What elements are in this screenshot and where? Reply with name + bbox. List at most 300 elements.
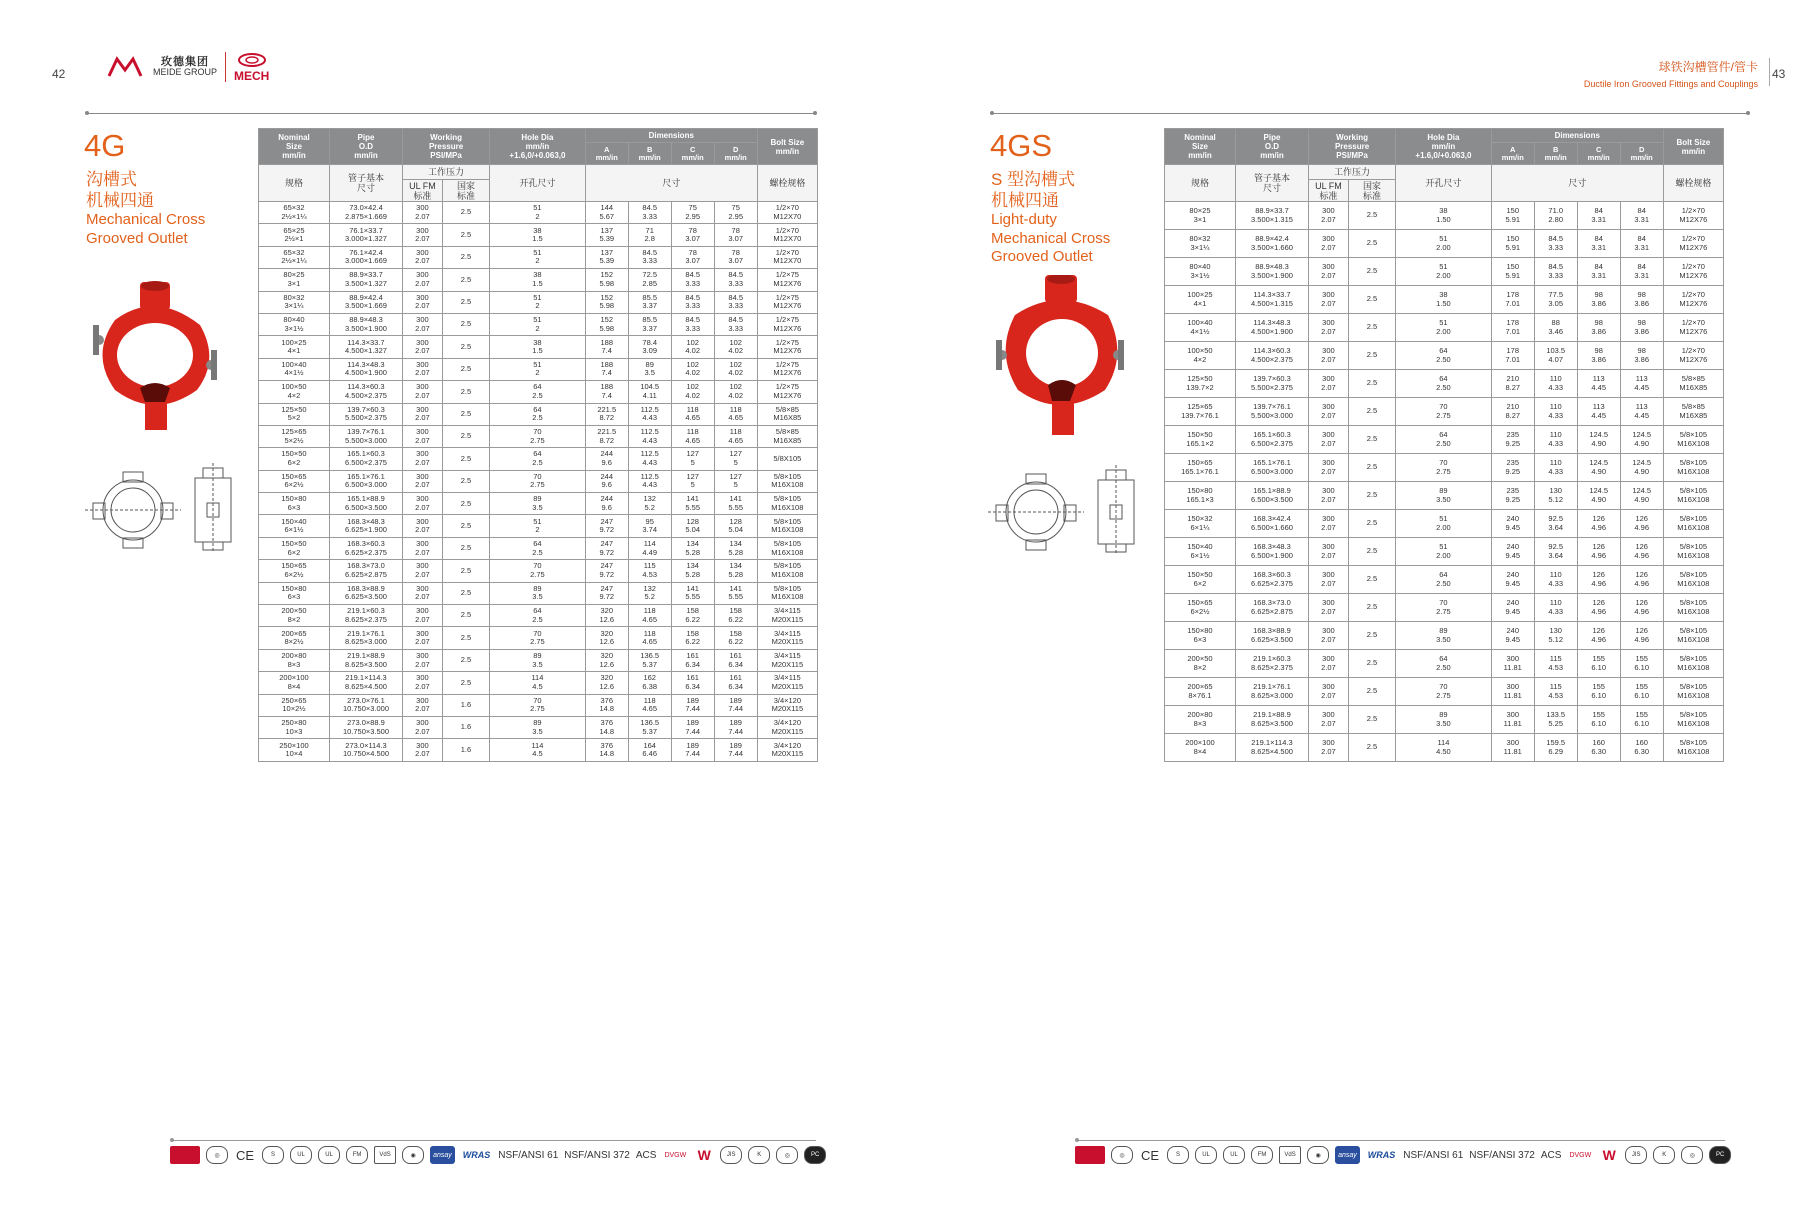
page-number: 43 <box>1772 67 1786 81</box>
cell-dim-a: 240 9.45 <box>1491 510 1534 538</box>
cell-bolt-size: 5/8×85 M16X85 <box>1663 398 1723 426</box>
cell-dim-a: 376 14.8 <box>585 694 628 716</box>
table-row <box>259 269 818 291</box>
cell-gb: 2.5 <box>442 336 489 358</box>
cell-size: 125×65 5×2½ <box>259 425 330 447</box>
cert-iso-icon: ◎ <box>1111 1146 1133 1164</box>
th-cn-gb: 国家 标准 <box>1348 180 1395 202</box>
cell-dim-d: 127 5 <box>714 448 757 470</box>
cell-size: 80×40 3×1½ <box>259 313 330 335</box>
cell-dim-a: 376 14.8 <box>585 716 628 738</box>
th-cn-pressure: 工作压力 <box>1309 165 1396 180</box>
th-cn-dim: 尺寸 <box>1491 165 1663 202</box>
cell-dim-b: 164 6.46 <box>628 739 671 761</box>
cell-bolt-size: 1/2×70 M12X76 <box>1663 314 1723 342</box>
cell-size: 150×80 6×3 <box>259 582 330 604</box>
cell-size: 200×50 8×2 <box>259 605 330 627</box>
cell-dim-c: 126 4.96 <box>1577 622 1620 650</box>
cell-dim-d: 124.5 4.90 <box>1620 426 1663 454</box>
cell-hole-dia: 51 2 <box>490 202 586 224</box>
cell-gb: 2.5 <box>1348 286 1395 314</box>
cell-pipe-od: 165.1×88.9 6.500×3.500 <box>329 493 402 515</box>
cell-ul-fm: 300 2.07 <box>1309 426 1349 454</box>
cert-pc-icon: PC <box>804 1146 826 1164</box>
cell-dim-c: 126 4.96 <box>1577 566 1620 594</box>
mech-text: MECH <box>234 69 270 83</box>
cell-size: 80×40 3×1½ <box>1165 258 1236 286</box>
product-code: 4GS <box>990 128 1053 163</box>
cell-bolt-size: 5/8×85 M16X85 <box>757 403 817 425</box>
cell-ul-fm: 300 2.07 <box>1309 706 1349 734</box>
cell-gb: 2.5 <box>1348 370 1395 398</box>
cell-pipe-od: 88.9×33.7 3.500×1.327 <box>329 269 402 291</box>
cell-gb: 1.6 <box>442 716 489 738</box>
cell-dim-c: 126 4.96 <box>1577 510 1620 538</box>
th-cn-gb: 国家 标准 <box>442 180 489 202</box>
cell-dim-b: 130 5.12 <box>1534 482 1577 510</box>
cell-pipe-od: 139.7×76.1 5.500×3.000 <box>329 425 402 447</box>
cell-dim-b: 159.5 6.29 <box>1534 734 1577 762</box>
desc-cn2: 机械四通 <box>86 190 154 210</box>
cell-dim-c: 124.5 4.90 <box>1577 454 1620 482</box>
cell-dim-a: 235 9.25 <box>1491 426 1534 454</box>
cell-dim-d: 118 4.65 <box>714 403 757 425</box>
cell-dim-c: 78 3.07 <box>671 246 714 268</box>
cell-bolt-size: 5/8×105 M16X108 <box>1663 538 1723 566</box>
cell-dim-a: 178 7.01 <box>1491 342 1534 370</box>
cell-dim-b: 84.5 3.33 <box>628 202 671 224</box>
table-row <box>1165 230 1724 258</box>
cell-dim-d: 102 4.02 <box>714 336 757 358</box>
th-hole: Hole Dia mm/in +1.6,0/+0.063,0 <box>490 129 586 165</box>
cell-hole-dia: 51 2 <box>490 515 586 537</box>
table-row <box>259 291 818 313</box>
cell-size: 150×65 6×2½ <box>259 560 330 582</box>
cell-dim-c: 155 6.10 <box>1577 706 1620 734</box>
th-cn-bolt: 螺栓规格 <box>757 165 817 202</box>
cell-pipe-od: 88.9×33.7 3.500×1.315 <box>1235 202 1308 230</box>
cert-cn-icon <box>170 1146 200 1164</box>
cell-gb: 2.5 <box>442 202 489 224</box>
cert-ul-listed-icon: UL <box>1223 1146 1245 1164</box>
table-row <box>1165 622 1724 650</box>
cell-ul-fm: 300 2.07 <box>403 425 443 447</box>
cell-dim-c: 158 6.22 <box>671 605 714 627</box>
cell-hole-dia: 38 1.5 <box>490 336 586 358</box>
cell-dim-c: 78 3.07 <box>671 224 714 246</box>
cell-gb: 2.5 <box>1348 510 1395 538</box>
cell-ul-fm: 300 2.07 <box>403 224 443 246</box>
cell-dim-b: 84.5 3.33 <box>1534 258 1577 286</box>
table-row <box>1165 202 1724 230</box>
table-row <box>259 649 818 671</box>
cell-dim-d: 127 5 <box>714 470 757 492</box>
cell-dim-c: 75 2.95 <box>671 202 714 224</box>
cert-seal-icon: ◉ <box>1307 1146 1329 1164</box>
cert-fm-icon: FM <box>346 1146 368 1164</box>
cell-size: 150×40 6×1½ <box>1165 538 1236 566</box>
th-dim-a: A mm/in <box>585 143 628 165</box>
cell-dim-c: 84.5 3.33 <box>671 313 714 335</box>
cell-ul-fm: 300 2.07 <box>1309 258 1349 286</box>
cell-size: 65×32 2½×1¼ <box>259 246 330 268</box>
cell-size: 65×25 2½×1 <box>259 224 330 246</box>
product-code: 4G <box>84 128 126 163</box>
cell-ul-fm: 300 2.07 <box>1309 594 1349 622</box>
cell-gb: 2.5 <box>1348 594 1395 622</box>
cell-bolt-size: 1/2×75 M12X76 <box>757 269 817 291</box>
cell-bolt-size: 5/8×105 M16X108 <box>1663 454 1723 482</box>
table-row <box>259 515 818 537</box>
cell-gb: 1.6 <box>442 739 489 761</box>
cell-dim-c: 102 4.02 <box>671 381 714 403</box>
product-photo-4gs <box>990 275 1130 440</box>
meide-logo-icon <box>105 56 145 78</box>
cell-pipe-od: 168.3×60.3 6.625×2.375 <box>1235 566 1308 594</box>
cell-dim-b: 118 4.65 <box>628 605 671 627</box>
cell-dim-a: 247 9.72 <box>585 537 628 559</box>
th-dimensions: Dimensions <box>1491 129 1663 143</box>
cell-size: 200×65 8×76.1 <box>1165 678 1236 706</box>
cell-dim-a: 210 8.27 <box>1491 398 1534 426</box>
table-row <box>1165 426 1724 454</box>
cell-dim-c: 118 4.65 <box>671 403 714 425</box>
cell-pipe-od: 219.1×76.1 8.625×3.000 <box>1235 678 1308 706</box>
cell-dim-a: 137 5.39 <box>585 246 628 268</box>
cert-round-icon: ◎ <box>1681 1146 1703 1164</box>
table-row <box>259 470 818 492</box>
cell-ul-fm: 300 2.07 <box>403 537 443 559</box>
cell-bolt-size: 1/2×70 M12X76 <box>1663 258 1723 286</box>
cell-size: 150×80 6×3 <box>1165 622 1236 650</box>
table-row <box>1165 510 1724 538</box>
cell-gb: 2.5 <box>442 381 489 403</box>
table-row <box>1165 482 1724 510</box>
desc-cn2: 机械四通 <box>991 190 1059 210</box>
cell-hole-dia: 70 2.75 <box>490 470 586 492</box>
table-row <box>1165 258 1724 286</box>
cell-ul-fm: 300 2.07 <box>403 246 443 268</box>
cell-dim-b: 115 4.53 <box>628 560 671 582</box>
cell-bolt-size: 3/4×115 M20X115 <box>757 672 817 694</box>
cell-pipe-od: 165.1×60.3 6.500×2.375 <box>1235 426 1308 454</box>
cert-wras-icon: WRAS <box>462 1150 491 1160</box>
cell-size: 250×100 10×4 <box>259 739 330 761</box>
table-row <box>259 739 818 761</box>
cell-pipe-od: 219.1×60.3 8.625×2.375 <box>329 605 402 627</box>
cert-ce-icon: CE <box>1141 1147 1160 1163</box>
cert-jis-icon: JIS <box>720 1146 742 1164</box>
th-working: Working Pressure PSI/MPa <box>403 129 490 165</box>
product-description <box>991 170 1110 266</box>
cell-hole-dia: 70 2.75 <box>1396 454 1492 482</box>
cell-pipe-od: 114.3×48.3 4.500×1.900 <box>329 358 402 380</box>
cell-pipe-od: 114.3×33.7 4.500×1.327 <box>329 336 402 358</box>
cell-gb: 1.6 <box>442 694 489 716</box>
cell-bolt-size: 5/8×105 M16X108 <box>1663 566 1723 594</box>
section-header <box>1584 58 1758 89</box>
cell-dim-a: 150 5.91 <box>1491 258 1534 286</box>
cell-gb: 2.5 <box>442 448 489 470</box>
cell-pipe-od: 165.1×76.1 6.500×3.000 <box>1235 454 1308 482</box>
th-cn-size: 规格 <box>1165 165 1236 202</box>
cert-nsf61: NSF/ANSI 61 <box>1403 1149 1464 1161</box>
cell-dim-d: 84 3.31 <box>1620 258 1663 286</box>
table-row <box>1165 314 1724 342</box>
cell-dim-d: 78 3.07 <box>714 246 757 268</box>
cell-bolt-size: 5/8×105 M16X108 <box>757 470 817 492</box>
cell-pipe-od: 76.1×33.7 3.000×1.327 <box>329 224 402 246</box>
logo-cn: 玫德集团 <box>161 56 209 68</box>
cell-pipe-od: 165.1×76.1 6.500×3.000 <box>329 470 402 492</box>
cell-bolt-size: 3/4×120 M20X115 <box>757 694 817 716</box>
th-nominal: Nominal Size mm/in <box>259 129 330 165</box>
cert-ansay-icon: ansay <box>430 1146 455 1164</box>
cell-ul-fm: 300 2.07 <box>1309 342 1349 370</box>
cell-bolt-size: 5/8×105 M16X108 <box>1663 622 1723 650</box>
th-cn-pipe: 管子基本 尺寸 <box>329 165 402 202</box>
cell-dim-d: 84 3.31 <box>1620 202 1663 230</box>
cell-dim-c: 84.5 3.33 <box>671 291 714 313</box>
cell-bolt-size: 5/8×105 M16X108 <box>1663 510 1723 538</box>
cell-hole-dia: 64 2.5 <box>490 537 586 559</box>
cell-bolt-size: 1/2×75 M12X76 <box>757 336 817 358</box>
th-dim-c: C mm/in <box>1577 143 1620 165</box>
cell-pipe-od: 139.7×60.3 5.500×2.375 <box>329 403 402 425</box>
cell-hole-dia: 64 2.50 <box>1396 426 1492 454</box>
th-cn-hole: 开孔尺寸 <box>490 165 586 202</box>
cell-ul-fm: 300 2.07 <box>1309 314 1349 342</box>
cell-dim-a: 244 9.6 <box>585 493 628 515</box>
cell-dim-d: 98 3.86 <box>1620 342 1663 370</box>
cell-hole-dia: 51 2 <box>490 358 586 380</box>
cell-dim-c: 161 6.34 <box>671 672 714 694</box>
cell-gb: 2.5 <box>442 246 489 268</box>
cell-hole-dia: 64 2.50 <box>1396 370 1492 398</box>
cell-size: 200×100 8×4 <box>259 672 330 694</box>
cell-hole-dia: 64 2.5 <box>490 448 586 470</box>
cell-dim-b: 162 6.38 <box>628 672 671 694</box>
cell-gb: 2.5 <box>442 649 489 671</box>
cell-gb: 2.5 <box>442 425 489 447</box>
cell-dim-b: 114 4.49 <box>628 537 671 559</box>
cell-dim-c: 84 3.31 <box>1577 202 1620 230</box>
cell-bolt-size: 1/2×75 M12X76 <box>757 381 817 403</box>
cell-dim-d: 98 3.86 <box>1620 286 1663 314</box>
cell-dim-d: 84.5 3.33 <box>714 269 757 291</box>
th-cn-ul: UL FM 标准 <box>1309 180 1349 202</box>
cell-ul-fm: 300 2.07 <box>1309 538 1349 566</box>
cell-bolt-size: 1/2×75 M12X76 <box>757 358 817 380</box>
cell-hole-dia: 89 3.5 <box>490 582 586 604</box>
cell-dim-a: 152 5.98 <box>585 269 628 291</box>
cell-hole-dia: 38 1.50 <box>1396 202 1492 230</box>
cell-dim-c: 189 7.44 <box>671 739 714 761</box>
table-row <box>259 313 818 335</box>
cell-pipe-od: 165.1×60.3 6.500×2.375 <box>329 448 402 470</box>
cell-dim-d: 160 6.30 <box>1620 734 1663 762</box>
cell-dim-a: 240 9.45 <box>1491 622 1534 650</box>
cell-pipe-od: 88.9×48.3 3.500×1.900 <box>1235 258 1308 286</box>
th-dim-d: D mm/in <box>714 143 757 165</box>
cell-dim-c: 84 3.31 <box>1577 230 1620 258</box>
cell-dim-d: 155 6.10 <box>1620 650 1663 678</box>
cell-dim-d: 155 6.10 <box>1620 706 1663 734</box>
table-row <box>1165 594 1724 622</box>
table-row <box>259 403 818 425</box>
cell-size: 150×65 165.1×76.1 <box>1165 454 1236 482</box>
cell-dim-a: 240 9.45 <box>1491 566 1534 594</box>
cell-ul-fm: 300 2.07 <box>403 470 443 492</box>
cert-nsf61: NSF/ANSI 61 <box>498 1149 559 1161</box>
table-row <box>259 716 818 738</box>
cert-pc-icon: PC <box>1709 1146 1731 1164</box>
cell-dim-b: 78.4 3.09 <box>628 336 671 358</box>
cell-gb: 2.5 <box>1348 482 1395 510</box>
cell-size: 150×50 6×2 <box>1165 566 1236 594</box>
cell-pipe-od: 168.3×88.9 6.625×3.500 <box>1235 622 1308 650</box>
cert-seal-icon: ◉ <box>402 1146 424 1164</box>
cell-dim-c: 84.5 3.33 <box>671 269 714 291</box>
cell-pipe-od: 114.3×60.3 4.500×2.375 <box>1235 342 1308 370</box>
th-hole: Hole Dia mm/in +1.6,0/+0.063,0 <box>1396 129 1492 165</box>
cell-size: 100×25 4×1 <box>1165 286 1236 314</box>
cell-dim-a: 221.5 8.72 <box>585 403 628 425</box>
cell-pipe-od: 273.0×114.3 10.750×4.500 <box>329 739 402 761</box>
brand-logo <box>105 52 269 82</box>
cell-bolt-size: 5/8×85 M16X85 <box>757 425 817 447</box>
table-row <box>1165 286 1724 314</box>
cell-ul-fm: 300 2.07 <box>1309 370 1349 398</box>
th-cn-hole: 开孔尺寸 <box>1396 165 1492 202</box>
cell-dim-a: 300 11.81 <box>1491 734 1534 762</box>
cell-dim-b: 112.5 4.43 <box>628 425 671 447</box>
cell-hole-dia: 70 2.75 <box>490 560 586 582</box>
technical-drawing-4gs <box>988 460 1153 555</box>
cell-size: 65×32 2½×1¼ <box>259 202 330 224</box>
cert-ul-listed-icon: UL <box>318 1146 340 1164</box>
cell-dim-d: 126 4.96 <box>1620 622 1663 650</box>
desc-en1: Light-duty <box>991 211 1057 229</box>
cell-dim-c: 127 5 <box>671 448 714 470</box>
cell-dim-c: 98 3.86 <box>1577 286 1620 314</box>
cell-hole-dia: 51 2.00 <box>1396 538 1492 566</box>
cell-ul-fm: 300 2.07 <box>1309 230 1349 258</box>
cell-gb: 2.5 <box>1348 426 1395 454</box>
desc-en3: Grooved Outlet <box>991 248 1093 266</box>
page-number: 42 <box>52 67 66 81</box>
cell-dim-b: 95 3.74 <box>628 515 671 537</box>
cert-fm-icon: FM <box>1251 1146 1273 1164</box>
cell-ul-fm: 300 2.07 <box>1309 650 1349 678</box>
cell-size: 200×80 8×3 <box>259 649 330 671</box>
cell-gb: 2.5 <box>442 582 489 604</box>
th-nominal: Nominal Size mm/in <box>1165 129 1236 165</box>
cell-ul-fm: 300 2.07 <box>403 739 443 761</box>
cell-dim-b: 110 4.33 <box>1534 370 1577 398</box>
table-row <box>1165 454 1724 482</box>
cert-strip <box>1075 1146 1731 1164</box>
cell-dim-b: 110 4.33 <box>1534 426 1577 454</box>
cell-dim-d: 84.5 3.33 <box>714 291 757 313</box>
table-row <box>259 246 818 268</box>
cell-bolt-size: 3/4×120 M20X115 <box>757 716 817 738</box>
cell-dim-a: 152 5.98 <box>585 291 628 313</box>
cell-bolt-size: 1/2×70 M12X76 <box>1663 202 1723 230</box>
cell-bolt-size: 5/8×105 M16X108 <box>1663 482 1723 510</box>
cell-hole-dia: 64 2.50 <box>1396 650 1492 678</box>
cert-jis-icon: JIS <box>1625 1146 1647 1164</box>
desc-en2: Mechanical Cross <box>991 229 1111 247</box>
cell-hole-dia: 70 2.75 <box>490 694 586 716</box>
cell-gb: 2.5 <box>1348 454 1395 482</box>
cell-dim-a: 247 9.72 <box>585 582 628 604</box>
cell-dim-b: 112.5 4.43 <box>628 448 671 470</box>
cell-bolt-size: 1/2×70 M12X70 <box>757 246 817 268</box>
th-dim-d: D mm/in <box>1620 143 1663 165</box>
cell-dim-d: 158 6.22 <box>714 627 757 649</box>
cell-gb: 2.5 <box>1348 398 1395 426</box>
cell-pipe-od: 219.1×76.1 8.625×3.000 <box>329 627 402 649</box>
cell-size: 80×32 3×1¼ <box>259 291 330 313</box>
cell-dim-d: 134 5.28 <box>714 560 757 582</box>
cell-dim-d: 189 7.44 <box>714 739 757 761</box>
section-title-cn: 球铁沟槽管件/管卡 <box>1658 60 1758 74</box>
cell-size: 200×80 8×3 <box>1165 706 1236 734</box>
cell-dim-d: 98 3.86 <box>1620 314 1663 342</box>
cell-ul-fm: 300 2.07 <box>403 627 443 649</box>
cert-ulc-icon: UL <box>1195 1146 1217 1164</box>
cell-dim-c: 102 4.02 <box>671 358 714 380</box>
cell-pipe-od: 168.3×73.0 6.625×2.875 <box>329 560 402 582</box>
cell-pipe-od: 165.1×88.9 6.500×3.500 <box>1235 482 1308 510</box>
cert-acs: ACS <box>635 1149 657 1161</box>
cell-size: 150×50 6×2 <box>259 448 330 470</box>
table-row <box>1165 734 1724 762</box>
cell-hole-dia: 70 2.75 <box>490 425 586 447</box>
cert-w-icon: W <box>697 1147 711 1163</box>
cell-dim-c: 155 6.10 <box>1577 650 1620 678</box>
cert-nsf372: NSF/ANSI 372 <box>1469 1149 1535 1161</box>
cell-dim-d: 78 3.07 <box>714 224 757 246</box>
cell-dim-a: 320 12.6 <box>585 627 628 649</box>
cell-dim-a: 188 7.4 <box>585 381 628 403</box>
cell-ul-fm: 300 2.07 <box>403 560 443 582</box>
cell-dim-d: 126 4.96 <box>1620 510 1663 538</box>
table-row <box>1165 538 1724 566</box>
cell-ul-fm: 300 2.07 <box>403 313 443 335</box>
table-row <box>259 224 818 246</box>
table-row <box>259 672 818 694</box>
cell-dim-d: 126 4.96 <box>1620 566 1663 594</box>
cell-hole-dia: 38 1.50 <box>1396 286 1492 314</box>
cell-gb: 2.5 <box>1348 706 1395 734</box>
cell-dim-b: 112.5 4.43 <box>628 470 671 492</box>
cell-dim-d: 118 4.65 <box>714 425 757 447</box>
th-dim-b: B mm/in <box>1534 143 1577 165</box>
cell-hole-dia: 89 3.5 <box>490 649 586 671</box>
cell-gb: 2.5 <box>442 470 489 492</box>
cell-bolt-size: 5/8×105 M16X108 <box>1663 426 1723 454</box>
cell-dim-c: 124.5 4.90 <box>1577 426 1620 454</box>
cell-dim-d: 134 5.28 <box>714 537 757 559</box>
cell-pipe-od: 88.9×48.3 3.500×1.900 <box>329 313 402 335</box>
cell-gb: 2.5 <box>1348 314 1395 342</box>
cell-ul-fm: 300 2.07 <box>403 493 443 515</box>
cell-dim-a: 137 5.39 <box>585 224 628 246</box>
th-cn-ul: UL FM 标准 <box>403 180 443 202</box>
cell-dim-b: 92.5 3.64 <box>1534 538 1577 566</box>
